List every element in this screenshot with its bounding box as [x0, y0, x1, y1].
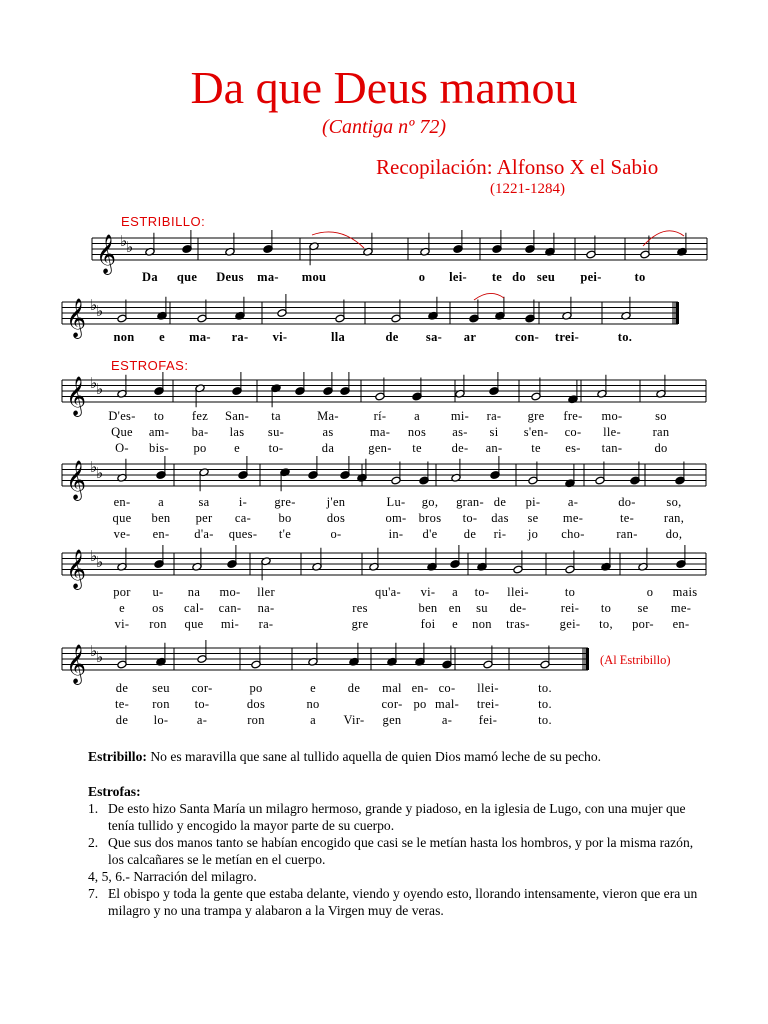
final-barline: [676, 302, 679, 324]
lyric-syllable: gei-: [559, 617, 581, 631]
verse-lyric-line: [0, 713, 768, 728]
item-text: Narración del milagro.: [133, 869, 257, 884]
lyric-syllable: bis-: [149, 441, 169, 455]
flat-sign-icon: ♭: [90, 296, 98, 314]
lyric-syllable: que: [184, 617, 204, 631]
lyric-syllable: cor-: [381, 697, 403, 711]
lyric-syllable: to.: [538, 681, 552, 695]
flat-sign-icon: ♭: [96, 302, 104, 320]
lyric-syllable: os: [152, 601, 164, 615]
lyric-syllable: e: [310, 681, 316, 695]
lyric-syllable: so,: [666, 495, 682, 509]
lyric-syllable: po: [249, 681, 263, 695]
list-item: [88, 868, 708, 885]
flat-sign-icon: ♭: [90, 642, 98, 660]
lyric-syllable: to.: [538, 713, 552, 727]
lyric-syllable: lo-: [153, 713, 169, 727]
lyric-syllable: D'es-: [108, 409, 136, 423]
lyric-syllable: seu: [536, 270, 556, 284]
estribillo-label: ESTRIBILLO:: [121, 214, 206, 229]
estrofas-translation-list: [88, 800, 708, 919]
estrofas-translation-label: Estrofas:: [88, 784, 141, 799]
lyric-syllable: u-: [152, 585, 164, 599]
lyric-syllable: po: [193, 441, 207, 455]
lyric-syllable: gre: [527, 409, 545, 423]
lyric-syllable: tan-: [601, 441, 623, 455]
lyric-syllable: O-: [115, 441, 129, 455]
lyric-syllable: e: [119, 601, 125, 615]
lyric-syllable: as: [322, 425, 334, 439]
lyric-syllable: ron: [247, 713, 265, 727]
lyric-syllable: da: [321, 441, 335, 455]
item-number: 2.: [88, 835, 99, 850]
verse-lyric-line: [0, 495, 768, 510]
compiler-credit: Recopilación: Alfonso X el Sabio: [376, 155, 659, 179]
lyric-syllable: su: [476, 601, 488, 615]
lyric-syllable: Da: [142, 270, 158, 284]
lyric-syllable: ran,: [663, 511, 685, 525]
lyric-syllable: fre-: [563, 409, 583, 423]
lyric-syllable: sa: [198, 495, 210, 509]
lyric-syllable: dos: [246, 697, 266, 711]
lyric-syllable: to-: [462, 511, 478, 525]
lyric-syllable: mal: [382, 681, 402, 695]
lyric-syllable: ri-: [493, 527, 507, 541]
verse-lyric-line: [0, 585, 768, 600]
lyric-syllable: ller: [257, 585, 275, 599]
lyric-syllable: ra-: [231, 330, 249, 344]
lyric-syllable: do: [512, 270, 526, 284]
lyric-syllable: ma-: [369, 425, 391, 439]
lyric-syllable: gran-: [456, 495, 484, 509]
list-item: [88, 800, 708, 834]
lyric-syllable: llei-: [477, 681, 499, 695]
lyric-syllable: foi: [420, 617, 436, 631]
lyric-syllable: co-: [438, 681, 456, 695]
lyric-syllable: te-: [619, 511, 635, 525]
lyric-syllable: a: [158, 495, 164, 509]
lyric-syllable: a-: [567, 495, 579, 509]
treble-clef-icon: 𝄞: [66, 298, 87, 338]
verse-lyric-line: [0, 511, 768, 526]
lyric-syllable: en-: [411, 681, 429, 695]
compiler-dates: (1221-1284): [490, 181, 565, 197]
lyric-syllable: se: [527, 511, 539, 525]
lyric-syllable: a: [310, 713, 316, 727]
lyric-syllable: s'en-: [523, 425, 549, 439]
lyric-syllable: ca-: [234, 511, 252, 525]
lyric-syllable: lei-: [449, 270, 467, 284]
lyric-syllable: to: [564, 585, 576, 599]
lyric-syllable: te-: [114, 697, 130, 711]
lyric-syllable: San-: [224, 409, 250, 423]
item-number: 7.: [88, 886, 99, 901]
lyric-syllable: a-: [441, 713, 453, 727]
estribillo-translation-label: Estribillo:: [88, 749, 147, 764]
lyric-syllable: trei-: [554, 330, 580, 344]
lyric-syllable: lle-: [603, 425, 621, 439]
slur: [312, 232, 364, 248]
lyric-syllable: Ma-: [317, 409, 339, 423]
lyric-syllable: de-: [509, 601, 527, 615]
flat-sign-icon: ♭: [90, 547, 98, 565]
lyric-syllable: a: [452, 585, 458, 599]
flat-sign-icon: ♭: [96, 380, 104, 398]
flat-sign-icon: ♭: [90, 458, 98, 476]
lyric-syllable: rí-: [373, 409, 387, 423]
lyric-syllable: bo: [278, 511, 292, 525]
lyric-syllable: om-: [385, 511, 407, 525]
lyric-syllable: an-: [485, 441, 503, 455]
lyric-syllable: ra-: [258, 617, 274, 631]
lyric-syllable: Lu-: [386, 495, 406, 509]
subtitle: (Cantiga nº 72): [322, 116, 446, 138]
item-text: De esto hizo Santa María un milagro hermoso, grande y piadoso, en la iglesia de Lugo, con una mujer que tenía tullido y encogido la mayor parte de su cuerpo.: [108, 801, 686, 833]
lyric-syllable: non: [113, 330, 135, 344]
lyric-syllable: o: [418, 270, 426, 284]
flat-sign-icon: ♭: [96, 464, 104, 482]
estribillo-translation: [88, 748, 708, 765]
estrofas-label: ESTROFAS:: [111, 358, 189, 373]
treble-clef-icon: 𝄞: [66, 644, 87, 684]
lyric-syllable: can-: [218, 601, 242, 615]
lyric-syllable: mi-: [450, 409, 470, 423]
lyric-syllable: rei-: [560, 601, 580, 615]
lyric-syllable: sa-: [425, 330, 443, 344]
lyric-syllable: te: [491, 270, 503, 284]
lyric-syllable: ques-: [228, 527, 258, 541]
lyric-syllable: mo-: [219, 585, 241, 599]
lyric-syllable: res: [352, 601, 368, 615]
treble-clef-icon: 𝄞: [66, 549, 87, 589]
lyric-syllable: no: [306, 697, 320, 711]
lyric-syllable: na-: [257, 601, 275, 615]
lyric-syllable: a-: [196, 713, 208, 727]
lyric-syllable: cho-: [561, 527, 585, 541]
lyric-syllable: trei-: [476, 697, 500, 711]
verse-lyric-line: [0, 527, 768, 542]
final-barline: [586, 648, 589, 670]
lyric-syllable: ran: [652, 425, 670, 439]
lyric-syllable: lla: [330, 330, 346, 344]
lyric-syllable: que: [176, 270, 198, 284]
lyric-syllable: Que: [111, 425, 133, 439]
al-estribillo-note: (Al Estribillo): [600, 653, 671, 667]
refrain-lyric-line: [0, 270, 768, 285]
refrain-lyric-line: [0, 330, 768, 345]
lyric-syllable: as-: [452, 425, 468, 439]
lyric-syllable: seu: [152, 681, 170, 695]
slur: [474, 293, 504, 300]
lyric-syllable: to: [600, 601, 612, 615]
lyric-syllable: to: [634, 270, 646, 284]
lyric-syllable: por-: [632, 617, 654, 631]
flat-sign-icon: ♭: [96, 553, 104, 571]
lyric-syllable: las: [229, 425, 245, 439]
page-title: Da que Deus mamou: [190, 62, 578, 113]
lyric-syllable: to-: [194, 697, 210, 711]
lyric-syllable: que: [112, 511, 132, 525]
lyric-syllable: te: [531, 441, 541, 455]
lyric-syllable: vi-: [420, 585, 436, 599]
lyric-syllable: en-: [152, 527, 170, 541]
lyric-syllable: de: [385, 330, 399, 344]
item-number: 4, 5, 6.-: [88, 869, 130, 884]
lyric-syllable: do: [654, 441, 668, 455]
lyric-syllable: mi-: [220, 617, 240, 631]
translation-block: [88, 748, 708, 919]
lyric-syllable: ta: [271, 409, 281, 423]
lyric-syllable: jo: [527, 527, 539, 541]
lyric-syllable: de: [463, 527, 477, 541]
lyric-syllable: gen: [382, 713, 402, 727]
list-item: [88, 834, 708, 868]
verse-lyric-line: [0, 441, 768, 456]
verse-lyric-line: [0, 681, 768, 696]
lyric-syllable: po: [413, 697, 427, 711]
verse-lyric-line: [0, 697, 768, 712]
lyric-syllable: de: [115, 713, 129, 727]
lyric-syllable: en-: [672, 617, 690, 631]
lyric-syllable: do-: [618, 495, 636, 509]
lyric-syllable: Vir-: [343, 713, 365, 727]
lyric-syllable: ben: [418, 601, 438, 615]
lyric-syllable: por: [113, 585, 131, 599]
lyric-syllable: vi-: [114, 617, 130, 631]
flat-sign-icon: ♭: [90, 374, 98, 392]
verse-lyric-line: [0, 425, 768, 440]
lyric-syllable: to.: [617, 330, 633, 344]
lyric-syllable: per: [195, 511, 213, 525]
lyric-syllable: gen-: [368, 441, 392, 455]
flat-sign-icon: ♭: [120, 232, 128, 250]
lyric-syllable: d'a-: [194, 527, 214, 541]
lyric-syllable: de: [493, 495, 507, 509]
item-text: El obispo y toda la gente que estaba delante, viendo y oyendo esto, llorando intensamente, vieron que era un milagro y no una trampa y alabaron a la Virgen muy de veras.: [108, 886, 698, 918]
lyric-syllable: vi-: [272, 330, 288, 344]
treble-clef-icon: 𝄞: [66, 460, 87, 500]
lyric-syllable: co-: [564, 425, 582, 439]
lyric-syllable: fei-: [478, 713, 498, 727]
lyric-syllable: ra-: [486, 409, 502, 423]
lyric-syllable: ron: [152, 697, 170, 711]
lyric-syllable: o: [646, 585, 654, 599]
lyric-syllable: so: [655, 409, 667, 423]
lyric-syllable: cal-: [184, 601, 204, 615]
lyric-syllable: j'en: [326, 495, 346, 509]
lyric-syllable: de: [347, 681, 361, 695]
lyric-syllable: am-: [148, 425, 170, 439]
lyric-syllable: go,: [421, 495, 439, 509]
lyric-syllable: to.: [538, 697, 552, 711]
lyric-syllable: de-: [451, 441, 469, 455]
lyric-syllable: si: [489, 425, 499, 439]
lyric-syllable: pi-: [525, 495, 541, 509]
lyric-syllable: qu'a-: [375, 585, 401, 599]
lyric-syllable: pei-: [580, 270, 602, 284]
lyric-syllable: es-: [565, 441, 581, 455]
lyric-syllable: t'e: [278, 527, 292, 541]
lyric-syllable: e: [452, 617, 458, 631]
verse-lyric-line: [0, 617, 768, 632]
lyric-syllable: a: [414, 409, 420, 423]
lyric-syllable: llei-: [507, 585, 529, 599]
treble-clef-icon: 𝄞: [66, 376, 87, 416]
lyric-syllable: mal-: [434, 697, 460, 711]
lyric-syllable: nos: [407, 425, 427, 439]
lyric-syllable: d'e: [422, 527, 438, 541]
lyric-syllable: se: [637, 601, 649, 615]
lyric-syllable: ar: [463, 330, 477, 344]
lyric-syllable: to-: [268, 441, 284, 455]
lyric-syllable: e: [159, 330, 165, 344]
lyric-syllable: en-: [113, 495, 131, 509]
treble-clef-icon: 𝄞: [96, 234, 117, 274]
estribillo-translation-text: No es maravilla que sane al tullido aquella de quien Dios mamó leche de su pecho.: [146, 749, 602, 764]
lyric-syllable: mo-: [601, 409, 623, 423]
lyric-syllable: ve-: [113, 527, 131, 541]
lyric-syllable: o-: [330, 527, 342, 541]
lyric-syllable: ran-: [616, 527, 638, 541]
lyric-syllable: mou: [301, 270, 327, 284]
lyric-syllable: das: [491, 511, 509, 525]
lyric-syllable: to-: [474, 585, 490, 599]
lyric-syllable: ma-: [189, 330, 211, 344]
list-item: [88, 885, 708, 919]
verse-lyric-line: [0, 409, 768, 424]
lyric-syllable: Deus: [216, 270, 244, 284]
lyric-syllable: to,: [599, 617, 613, 631]
lyric-syllable: non: [472, 617, 492, 631]
item-text: Que sus dos manos tanto se habían encogido que casi se le metían hasta los hombros, y por la misma razón, los calcañares se le metían en el cuerpo.: [108, 835, 694, 867]
lyric-syllable: dos: [326, 511, 346, 525]
lyric-syllable: mais: [672, 585, 698, 599]
lyric-syllable: ben: [151, 511, 171, 525]
lyric-syllable: to: [153, 409, 165, 423]
lyric-syllable: bros: [418, 511, 442, 525]
lyric-syllable: gre: [351, 617, 369, 631]
lyric-syllable: in-: [388, 527, 404, 541]
lyric-syllable: ron: [149, 617, 167, 631]
lyric-syllable: te: [412, 441, 422, 455]
lyric-syllable: cor-: [191, 681, 213, 695]
lyric-syllable: ba-: [191, 425, 209, 439]
lyric-syllable: fez: [191, 409, 209, 423]
lyric-syllable: con-: [514, 330, 540, 344]
lyric-syllable: e: [234, 441, 240, 455]
lyric-syllable: gre-: [274, 495, 296, 509]
lyric-syllable: ma-: [257, 270, 279, 284]
lyric-syllable: en: [448, 601, 462, 615]
lyric-syllable: na: [187, 585, 201, 599]
item-number: 1.: [88, 801, 99, 816]
flat-sign-icon: ♭: [126, 238, 134, 256]
lyric-syllable: do,: [665, 527, 683, 541]
verse-lyric-line: [0, 601, 768, 616]
lyric-syllable: tras-: [506, 617, 530, 631]
lyric-syllable: me-: [562, 511, 584, 525]
flat-sign-icon: ♭: [96, 648, 104, 666]
lyric-syllable: me-: [670, 601, 692, 615]
lyric-syllable: i-: [238, 495, 248, 509]
lyric-syllable: de: [115, 681, 129, 695]
lyric-syllable: su-: [267, 425, 285, 439]
